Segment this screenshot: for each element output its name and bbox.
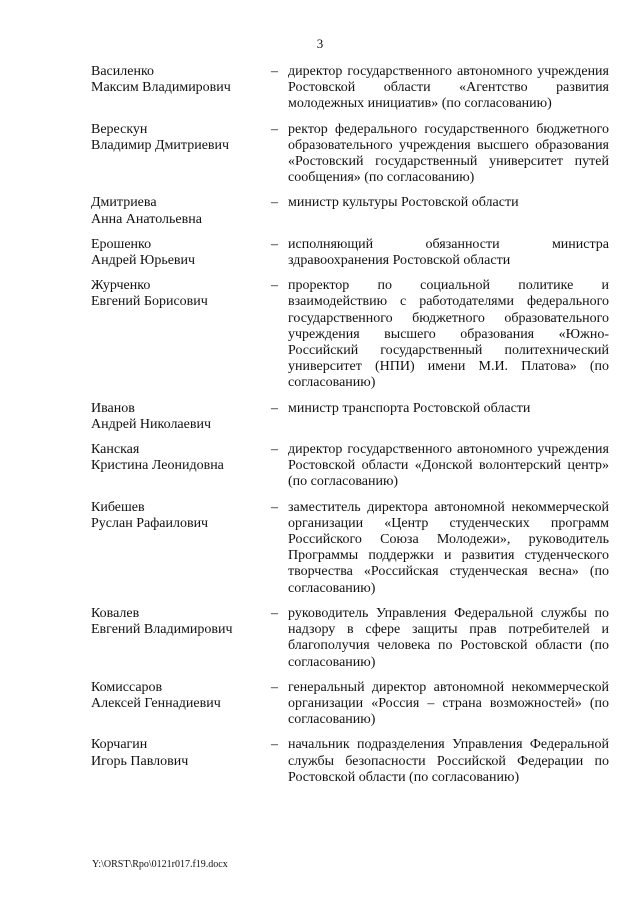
given-names: Кристина Леонидовна — [91, 458, 224, 474]
surname: Василенко — [91, 64, 155, 79]
dash: – — [271, 499, 278, 515]
dash: – — [271, 679, 278, 695]
person-name — [91, 237, 271, 269]
dash: – — [271, 442, 278, 458]
position-description: начальник подразделения Управления Федеральной службы безопасности Российской Федерации по Ростовской области (по согласованию) — [288, 737, 609, 785]
surname: Корчагин — [91, 737, 148, 753]
surname: Ковалев — [91, 605, 140, 621]
person-name — [91, 401, 271, 433]
list-item — [91, 237, 609, 269]
person-name — [91, 680, 271, 712]
person-name — [91, 606, 271, 638]
position-description: ректор федерального государственного бюджетного образовательного учреждения высшего образования «Ростовский государственный университет путей сообщения» (по согласованию) — [288, 121, 609, 186]
list-item — [91, 606, 609, 671]
dash: – — [271, 121, 278, 137]
position-description: министр транспорта Ростовской области — [288, 400, 531, 416]
person-name — [91, 442, 271, 474]
surname: Иванов — [91, 400, 135, 416]
given-names: Евгений Владимирович — [91, 622, 233, 638]
list-item — [91, 737, 609, 786]
surname: Верескун — [91, 121, 148, 137]
list-item — [91, 500, 609, 597]
surname: Дмитриева — [91, 195, 157, 211]
person-name — [91, 195, 271, 227]
list-item — [91, 64, 609, 113]
given-names: Руслан Рафаилович — [91, 515, 209, 531]
surname: Ерошенко — [91, 236, 152, 252]
person-name — [91, 737, 271, 769]
surname: Канская — [91, 442, 140, 458]
position-description: проректор по социальной политике и взаимодействию с работодателями федерального государственного бюджетного образовательного учреждения высшего образования «Южно-Российский государственный политехнический университет (НПИ) имени М.И. Платова» (по согласованию) — [288, 278, 609, 391]
dash: – — [271, 278, 278, 294]
surname: Комиссаров — [91, 679, 163, 695]
position-description: директор государственного автономного учреждения Ростовской области «Агентство развития молодежных инициатив» (по согласованию) — [288, 64, 609, 112]
list-item — [91, 401, 609, 433]
person-name — [91, 500, 271, 532]
footer-file-path: Y:\ORST\Rpo\0121r017.f19.docx — [92, 859, 228, 870]
given-names: Анна Анатольевна — [91, 211, 202, 227]
person-name — [91, 122, 271, 154]
given-names: Евгений Борисович — [91, 294, 208, 310]
given-names: Алексей Геннадиевич — [91, 695, 221, 711]
page-number: 3 — [316, 36, 324, 51]
position-description: исполняющий обязанности министра здравоохранения Ростовской области — [288, 236, 609, 269]
position-description: директор государственного автономного учреждения Ростовской области «Донской волонтерский центр» (по согласованию) — [288, 442, 609, 490]
member-list — [91, 64, 609, 795]
given-names: Максим Владимирович — [91, 80, 231, 96]
position-description: заместитель директора автономной некоммерческой организации «Центр студенческих программ Российского Союза Молодежи», руководитель Программы поддержки и развития студенческого творчества «Российская студенческая весна» (по согласованию) — [288, 499, 609, 596]
given-names: Владимир Дмитриевич — [91, 137, 230, 153]
dash: – — [271, 605, 278, 621]
given-names: Андрей Николаевич — [91, 416, 211, 432]
position-description: руководитель Управления Федеральной службы по надзору в сфере защиты прав потребителей и благополучия человека по Ростовской области (по согласованию) — [288, 605, 609, 670]
list-item — [91, 195, 609, 227]
list-item — [91, 680, 609, 729]
surname: Кибешев — [91, 499, 145, 515]
person-name — [91, 64, 271, 96]
position-description: генеральный директор автономной некоммерческой организации «Россия – страна возможностей» (по согласованию) — [288, 679, 609, 728]
dash: – — [271, 400, 278, 416]
list-item — [91, 442, 609, 491]
dash: – — [271, 236, 278, 252]
person-name — [91, 278, 271, 310]
given-names: Андрей Юрьевич — [91, 253, 196, 269]
list-item — [91, 122, 609, 187]
dash: – — [271, 737, 278, 753]
surname: Журченко — [91, 278, 151, 294]
position-description: министр культуры Ростовской области — [288, 195, 519, 211]
dash: – — [271, 64, 278, 79]
list-item — [91, 278, 609, 391]
given-names: Игорь Павлович — [91, 753, 189, 769]
dash: – — [271, 195, 278, 211]
